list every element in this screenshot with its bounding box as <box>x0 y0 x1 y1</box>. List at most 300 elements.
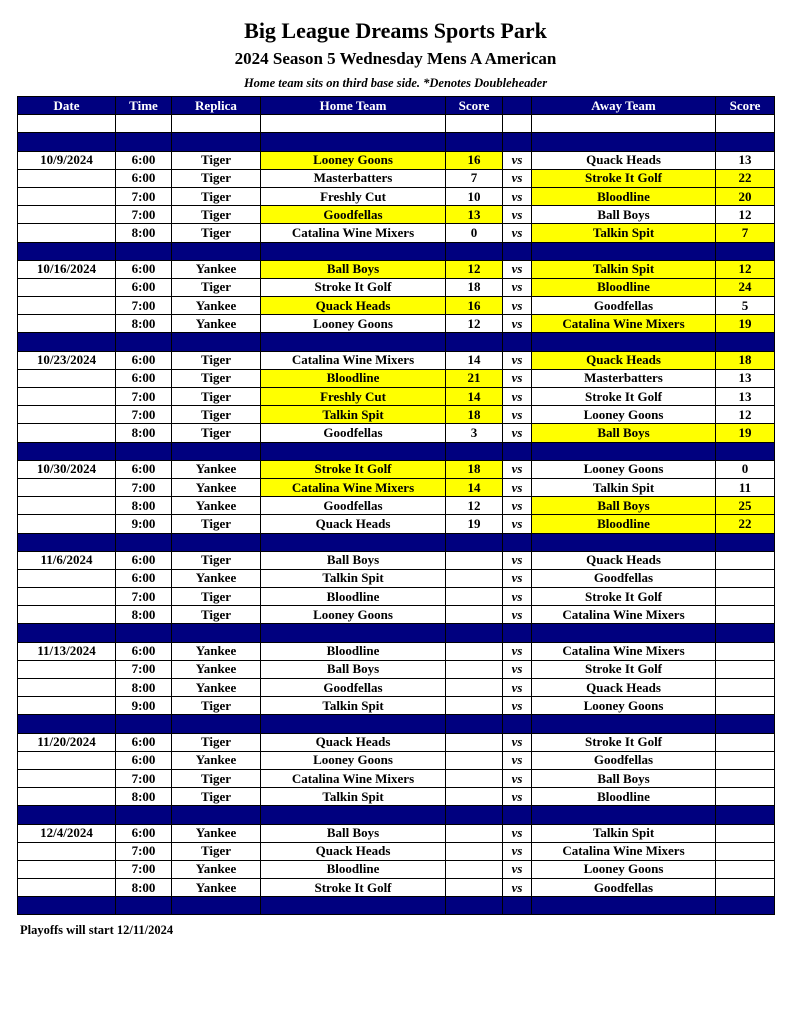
game-row <box>18 788 775 806</box>
home-score: 18 <box>446 460 503 478</box>
away-team: Bloodline <box>532 788 716 806</box>
week-separator <box>18 624 775 642</box>
vs-label: vs <box>503 679 532 697</box>
away-score: 22 <box>716 515 775 533</box>
game-date <box>18 187 116 205</box>
away-team: Talkin Spit <box>532 224 716 242</box>
vs-label: vs <box>503 278 532 296</box>
home-score: 14 <box>446 478 503 496</box>
game-replica: Yankee <box>172 824 261 842</box>
vs-label: vs <box>503 733 532 751</box>
schedule-note: Home team sits on third base side. *Denotes Doubleheader <box>243 76 548 90</box>
vs-label: vs <box>503 388 532 406</box>
game-replica: Yankee <box>172 860 261 878</box>
home-team: Catalina Wine Mixers <box>261 351 446 369</box>
home-score: 7 <box>446 169 503 187</box>
schedule-table <box>17 96 775 915</box>
game-replica: Yankee <box>172 497 261 515</box>
away-score: 12 <box>716 406 775 424</box>
vs-label: vs <box>503 478 532 496</box>
game-replica: Tiger <box>172 187 261 205</box>
game-replica: Yankee <box>172 260 261 278</box>
game-time: 6:00 <box>116 369 172 387</box>
away-score <box>716 606 775 624</box>
vs-label: vs <box>503 842 532 860</box>
home-score <box>446 569 503 587</box>
game-replica: Tiger <box>172 588 261 606</box>
game-replica: Tiger <box>172 224 261 242</box>
game-row <box>18 879 775 897</box>
column-header-away-score: Score <box>716 97 775 115</box>
away-team: Stroke It Golf <box>532 169 716 187</box>
home-team: Catalina Wine Mixers <box>261 769 446 787</box>
schedule-body <box>18 115 775 915</box>
game-date: 10/9/2024 <box>18 151 116 169</box>
away-score <box>716 860 775 878</box>
game-row <box>18 351 775 369</box>
home-score <box>446 824 503 842</box>
game-date: 10/23/2024 <box>18 351 116 369</box>
game-time: 6:00 <box>116 151 172 169</box>
game-time: 7:00 <box>116 860 172 878</box>
game-date <box>18 424 116 442</box>
away-team: Quack Heads <box>532 351 716 369</box>
home-score <box>446 788 503 806</box>
home-team: Masterbatters <box>261 169 446 187</box>
vs-label: vs <box>503 406 532 424</box>
game-time: 6:00 <box>116 278 172 296</box>
game-replica: Tiger <box>172 169 261 187</box>
home-score: 21 <box>446 369 503 387</box>
away-team: Catalina Wine Mixers <box>532 842 716 860</box>
game-replica: Tiger <box>172 733 261 751</box>
game-replica: Tiger <box>172 697 261 715</box>
away-score: 0 <box>716 460 775 478</box>
away-score: 13 <box>716 369 775 387</box>
game-date: 10/30/2024 <box>18 460 116 478</box>
vs-label: vs <box>503 369 532 387</box>
game-date <box>18 169 116 187</box>
game-time: 7:00 <box>116 187 172 205</box>
home-score: 14 <box>446 388 503 406</box>
game-replica: Tiger <box>172 151 261 169</box>
away-team: Talkin Spit <box>532 260 716 278</box>
game-time: 6:00 <box>116 733 172 751</box>
game-row <box>18 206 775 224</box>
home-team: Quack Heads <box>261 515 446 533</box>
game-date <box>18 478 116 496</box>
game-row <box>18 260 775 278</box>
home-score <box>446 860 503 878</box>
away-team: Catalina Wine Mixers <box>532 315 716 333</box>
game-replica: Yankee <box>172 679 261 697</box>
home-team: Bloodline <box>261 642 446 660</box>
game-time: 8:00 <box>116 606 172 624</box>
away-score: 5 <box>716 297 775 315</box>
home-team: Ball Boys <box>261 824 446 842</box>
vs-label: vs <box>503 297 532 315</box>
away-team: Goodfellas <box>532 879 716 897</box>
away-team: Bloodline <box>532 515 716 533</box>
away-team: Quack Heads <box>532 679 716 697</box>
game-replica: Tiger <box>172 842 261 860</box>
away-score: 7 <box>716 224 775 242</box>
away-score: 18 <box>716 351 775 369</box>
home-score <box>446 660 503 678</box>
game-date <box>18 224 116 242</box>
home-score: 18 <box>446 406 503 424</box>
game-date <box>18 569 116 587</box>
week-separator <box>18 533 775 551</box>
home-team: Ball Boys <box>261 260 446 278</box>
game-replica: Yankee <box>172 642 261 660</box>
game-date <box>18 697 116 715</box>
game-date <box>18 879 116 897</box>
away-score <box>716 751 775 769</box>
vs-label: vs <box>503 187 532 205</box>
away-team: Quack Heads <box>532 551 716 569</box>
away-team: Talkin Spit <box>532 478 716 496</box>
vs-label: vs <box>503 824 532 842</box>
game-time: 7:00 <box>116 478 172 496</box>
away-team: Goodfellas <box>532 751 716 769</box>
game-date <box>18 606 116 624</box>
game-time: 6:00 <box>116 351 172 369</box>
game-date <box>18 515 116 533</box>
home-score <box>446 842 503 860</box>
game-row <box>18 424 775 442</box>
vs-label: vs <box>503 606 532 624</box>
week-separator <box>18 333 775 351</box>
home-score <box>446 733 503 751</box>
away-team: Looney Goons <box>532 406 716 424</box>
game-time: 7:00 <box>116 769 172 787</box>
vs-label: vs <box>503 515 532 533</box>
home-team: Goodfellas <box>261 424 446 442</box>
vs-label: vs <box>503 588 532 606</box>
home-team: Goodfellas <box>261 679 446 697</box>
game-date <box>18 751 116 769</box>
game-date <box>18 369 116 387</box>
game-replica: Tiger <box>172 369 261 387</box>
game-date <box>18 860 116 878</box>
away-score <box>716 551 775 569</box>
vs-label: vs <box>503 660 532 678</box>
game-replica: Yankee <box>172 460 261 478</box>
game-date <box>18 769 116 787</box>
home-score <box>446 697 503 715</box>
away-score <box>716 588 775 606</box>
away-team: Looney Goons <box>532 460 716 478</box>
away-score <box>716 842 775 860</box>
away-team: Stroke It Golf <box>532 660 716 678</box>
away-score: 12 <box>716 206 775 224</box>
home-team: Bloodline <box>261 369 446 387</box>
game-date <box>18 679 116 697</box>
column-header-home-score: Score <box>446 97 503 115</box>
game-time: 9:00 <box>116 697 172 715</box>
home-score <box>446 551 503 569</box>
vs-label: vs <box>503 879 532 897</box>
week-separator <box>18 715 775 733</box>
game-row <box>18 278 775 296</box>
away-team: Looney Goons <box>532 697 716 715</box>
game-row <box>18 497 775 515</box>
game-date <box>18 497 116 515</box>
playoffs-note: Playoffs will start 12/11/2024 <box>20 923 174 937</box>
away-team: Ball Boys <box>532 769 716 787</box>
game-time: 7:00 <box>116 660 172 678</box>
game-row <box>18 824 775 842</box>
home-score <box>446 606 503 624</box>
away-score: 25 <box>716 497 775 515</box>
game-row <box>18 551 775 569</box>
game-date <box>18 588 116 606</box>
game-row <box>18 642 775 660</box>
column-header-time: Time <box>116 97 172 115</box>
away-score: 20 <box>716 187 775 205</box>
vs-label: vs <box>503 169 532 187</box>
game-time: 6:00 <box>116 569 172 587</box>
home-team: Goodfellas <box>261 497 446 515</box>
away-team: Goodfellas <box>532 569 716 587</box>
game-row <box>18 369 775 387</box>
home-score: 0 <box>446 224 503 242</box>
home-team: Quack Heads <box>261 733 446 751</box>
game-replica: Yankee <box>172 315 261 333</box>
away-team: Stroke It Golf <box>532 733 716 751</box>
game-row <box>18 860 775 878</box>
game-date <box>18 315 116 333</box>
column-header-date: Date <box>18 97 116 115</box>
home-score <box>446 879 503 897</box>
game-replica: Tiger <box>172 424 261 442</box>
home-score <box>446 769 503 787</box>
game-row <box>18 606 775 624</box>
blank-row <box>18 115 775 133</box>
away-team: Stroke It Golf <box>532 588 716 606</box>
home-team: Looney Goons <box>261 151 446 169</box>
home-score: 18 <box>446 278 503 296</box>
away-score <box>716 660 775 678</box>
game-date: 11/6/2024 <box>18 551 116 569</box>
game-row <box>18 224 775 242</box>
home-team: Ball Boys <box>261 660 446 678</box>
home-score: 13 <box>446 206 503 224</box>
game-row <box>18 569 775 587</box>
home-team: Talkin Spit <box>261 406 446 424</box>
column-header-replica: Replica <box>172 97 261 115</box>
away-score: 11 <box>716 478 775 496</box>
game-time: 8:00 <box>116 679 172 697</box>
game-time: 6:00 <box>116 824 172 842</box>
vs-label: vs <box>503 769 532 787</box>
game-time: 6:00 <box>116 460 172 478</box>
home-team: Looney Goons <box>261 751 446 769</box>
vs-label: vs <box>503 569 532 587</box>
away-team: Talkin Spit <box>532 824 716 842</box>
game-time: 8:00 <box>116 315 172 333</box>
game-replica: Tiger <box>172 406 261 424</box>
home-team: Talkin Spit <box>261 788 446 806</box>
vs-label: vs <box>503 224 532 242</box>
home-team: Quack Heads <box>261 297 446 315</box>
game-time: 6:00 <box>116 551 172 569</box>
game-time: 6:00 <box>116 169 172 187</box>
game-row <box>18 733 775 751</box>
home-team: Talkin Spit <box>261 569 446 587</box>
vs-label: vs <box>503 751 532 769</box>
game-row <box>18 660 775 678</box>
home-score <box>446 588 503 606</box>
home-score <box>446 679 503 697</box>
away-team: Ball Boys <box>532 424 716 442</box>
game-date <box>18 206 116 224</box>
home-team: Freshly Cut <box>261 187 446 205</box>
home-score: 19 <box>446 515 503 533</box>
away-score <box>716 879 775 897</box>
home-team: Ball Boys <box>261 551 446 569</box>
game-replica: Yankee <box>172 879 261 897</box>
game-time: 7:00 <box>116 406 172 424</box>
home-team: Looney Goons <box>261 315 446 333</box>
game-time: 6:00 <box>116 642 172 660</box>
game-time: 7:00 <box>116 206 172 224</box>
vs-label: vs <box>503 460 532 478</box>
away-score <box>716 697 775 715</box>
home-team: Stroke It Golf <box>261 879 446 897</box>
away-score <box>716 769 775 787</box>
game-replica: Yankee <box>172 660 261 678</box>
column-header-home-team: Home Team <box>261 97 446 115</box>
game-row <box>18 478 775 496</box>
home-team: Catalina Wine Mixers <box>261 224 446 242</box>
game-time: 8:00 <box>116 424 172 442</box>
week-separator <box>18 133 775 151</box>
game-replica: Tiger <box>172 206 261 224</box>
game-row <box>18 751 775 769</box>
game-time: 8:00 <box>116 788 172 806</box>
game-replica: Tiger <box>172 551 261 569</box>
vs-label: vs <box>503 788 532 806</box>
page-subtitle: 2024 Season 5 Wednesday Mens A American <box>234 49 557 68</box>
game-date: 11/20/2024 <box>18 733 116 751</box>
vs-label: vs <box>503 151 532 169</box>
home-team: Bloodline <box>261 588 446 606</box>
column-header-vs <box>503 97 532 115</box>
game-row <box>18 187 775 205</box>
game-row <box>18 769 775 787</box>
away-score: 19 <box>716 424 775 442</box>
home-team: Stroke It Golf <box>261 460 446 478</box>
home-team: Looney Goons <box>261 606 446 624</box>
week-separator <box>18 442 775 460</box>
game-date <box>18 406 116 424</box>
game-row <box>18 151 775 169</box>
away-team: Catalina Wine Mixers <box>532 642 716 660</box>
game-row <box>18 460 775 478</box>
away-score: 13 <box>716 388 775 406</box>
home-score: 16 <box>446 297 503 315</box>
game-row <box>18 679 775 697</box>
vs-label: vs <box>503 260 532 278</box>
game-row <box>18 588 775 606</box>
game-time: 8:00 <box>116 879 172 897</box>
game-time: 7:00 <box>116 297 172 315</box>
away-score: 19 <box>716 315 775 333</box>
vs-label: vs <box>503 697 532 715</box>
vs-label: vs <box>503 860 532 878</box>
away-score <box>716 642 775 660</box>
away-team: Ball Boys <box>532 497 716 515</box>
column-header-away-team: Away Team <box>532 97 716 115</box>
game-row <box>18 297 775 315</box>
home-team: Talkin Spit <box>261 697 446 715</box>
home-score <box>446 751 503 769</box>
game-replica: Tiger <box>172 388 261 406</box>
game-row <box>18 169 775 187</box>
vs-label: vs <box>503 315 532 333</box>
vs-label: vs <box>503 206 532 224</box>
game-row <box>18 697 775 715</box>
game-replica: Tiger <box>172 515 261 533</box>
game-time: 7:00 <box>116 388 172 406</box>
game-replica: Yankee <box>172 751 261 769</box>
game-replica: Yankee <box>172 478 261 496</box>
game-row <box>18 388 775 406</box>
away-team: Goodfellas <box>532 297 716 315</box>
game-date <box>18 788 116 806</box>
away-score <box>716 733 775 751</box>
game-time: 9:00 <box>116 515 172 533</box>
home-team: Goodfellas <box>261 206 446 224</box>
game-row <box>18 515 775 533</box>
home-team: Freshly Cut <box>261 388 446 406</box>
home-score: 12 <box>446 497 503 515</box>
home-score: 14 <box>446 351 503 369</box>
vs-label: vs <box>503 351 532 369</box>
home-team: Catalina Wine Mixers <box>261 478 446 496</box>
week-separator <box>18 806 775 824</box>
away-team: Bloodline <box>532 187 716 205</box>
week-separator <box>18 242 775 260</box>
game-replica: Tiger <box>172 606 261 624</box>
away-score <box>716 788 775 806</box>
game-row <box>18 315 775 333</box>
away-score <box>716 679 775 697</box>
game-time: 7:00 <box>116 588 172 606</box>
game-date <box>18 842 116 860</box>
away-score: 22 <box>716 169 775 187</box>
away-score <box>716 569 775 587</box>
game-time: 6:00 <box>116 751 172 769</box>
home-score: 12 <box>446 315 503 333</box>
away-score: 24 <box>716 278 775 296</box>
header-row <box>18 97 775 115</box>
week-separator <box>18 897 775 915</box>
game-date <box>18 388 116 406</box>
game-replica: Yankee <box>172 297 261 315</box>
home-team: Stroke It Golf <box>261 278 446 296</box>
away-team: Catalina Wine Mixers <box>532 606 716 624</box>
game-date: 12/4/2024 <box>18 824 116 842</box>
game-date: 11/13/2024 <box>18 642 116 660</box>
home-score: 3 <box>446 424 503 442</box>
home-score: 12 <box>446 260 503 278</box>
game-date: 10/16/2024 <box>18 260 116 278</box>
home-team: Bloodline <box>261 860 446 878</box>
game-date <box>18 297 116 315</box>
